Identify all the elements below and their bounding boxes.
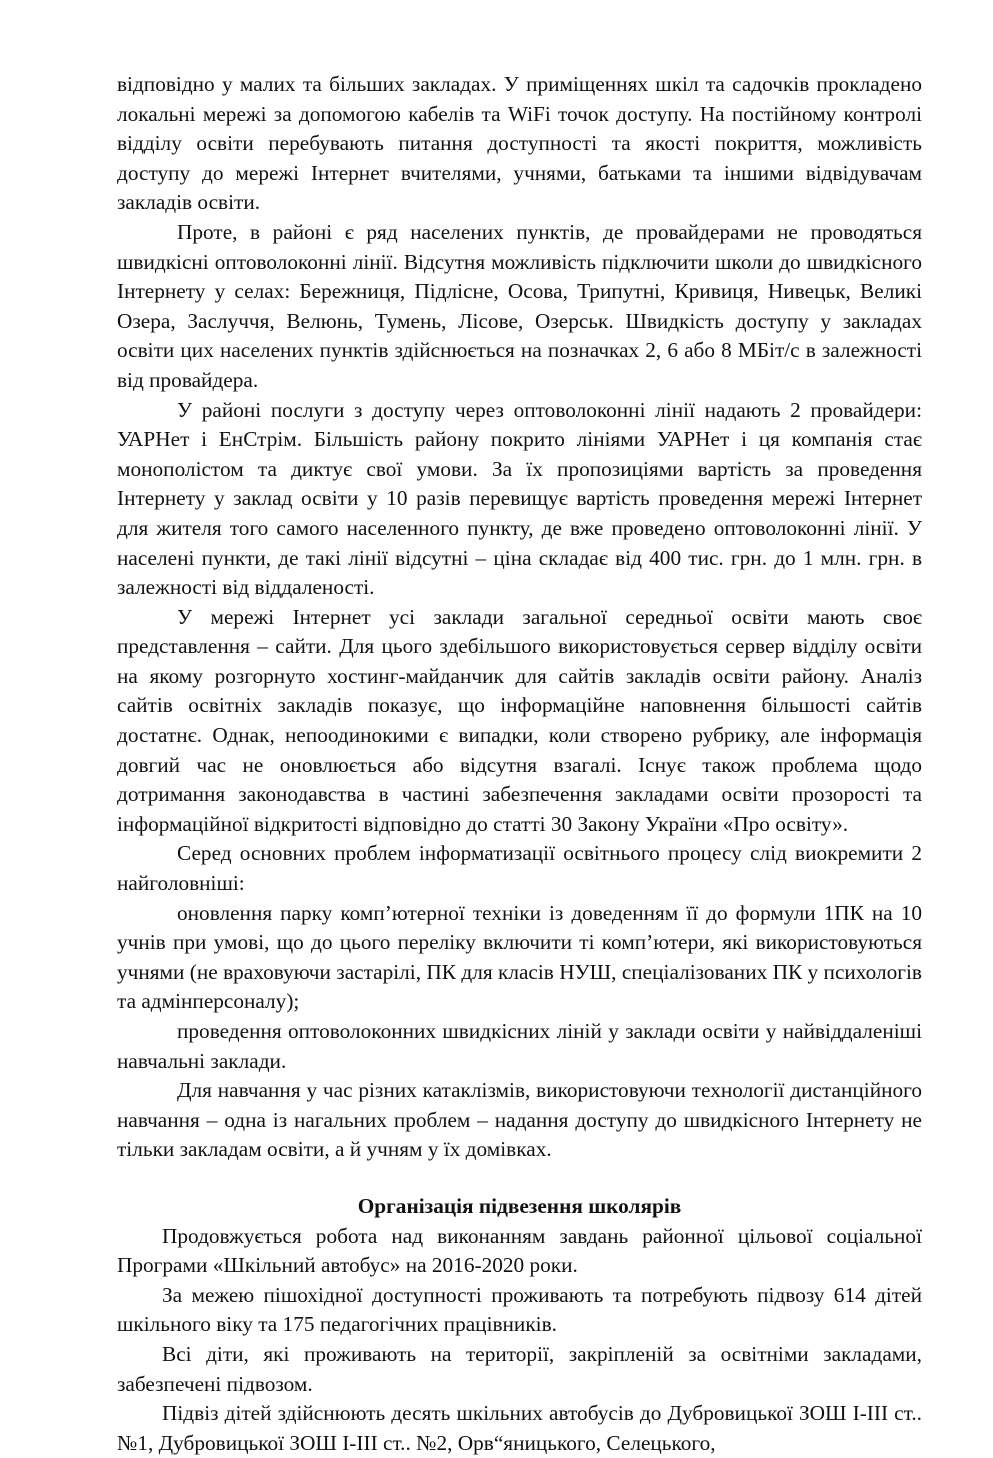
paragraph-all-children-transported: Всі діти, які проживають на території, закріпленій за освітніми закладами, забезпечені підвозом. [117,1341,922,1396]
paragraph-no-fiber-villages: Проте, в районі є ряд населених пунктів, де провайдерами не проводяться швидкісні оптоволоконні лінії. Відсутня можливість підключити школи до швидкісного Інтернету у селах: Бережниця, Підлісне, Осова, Трипутні, Кривиця, Нивецьк, Великі Озера, Заслуччя, Велюнь, Тумень, Лісове, Озерськ. Швидкість доступу у закладах освіти цих населених пунктів здійснюється на позначках 2, 6 або 8 МБіт/с в залежності від провайдера. [117,219,922,392]
paragraph-distance-learning: Для навчання у час різних катаклізмів, використовуючи технології дистанційного навчання – одна із нагальних проблем – надання доступу до швидкісного Інтернету не тільки закладам освіти, а й учням у їх домівках. [117,1078,922,1162]
paragraph-school-buses: Підвіз дітей здійснюють десять шкільних автобусів до Дубровицької ЗОШ І-ІІІ ст.. №1, Дубровицької ЗОШ І-ІІІ ст.. №2, Орв“яницького, Селецького, [117,1401,922,1455]
paragraph-problem-fiber: проведення оптоволоконних швидкісних ліній у заклади освіти у найвіддаленіші навчальні заклади. [117,1019,922,1073]
paragraph-main-problems: Серед основних проблем інформатизації освітнього процесу слід виокремити 2 найголовніші: [117,841,922,896]
paragraph-providers: У районі послуги з доступу через оптоволоконні лінії надають 2 провайдери: УАРНет і ЕнСтрім. Більшість району покрито лініями УАРНет і ця компанія стає монополістом та диктує свої умови. За їх пропозиціями вартість за проведення Інтернету у заклад освіти у 10 разів перевищує вартість проведення мережі Інтернет для жителя того самого населенного пункту, де вже проведено оптоволоконні лінії. У населені пункти, де такі лінії відсутні – ціна складає від 400 тис. грн. до 1 млн. грн. в залежності від віддаленості. [117,397,922,600]
paragraph-transport-needs: За межею пішохідної доступності проживають та потребують підвозу 614 дітей шкільного віку та 175 педагогічних працівників. [117,1282,922,1337]
paragraph-school-websites: У мережі Інтернет усі заклади загальної середньої освіти мають своє представлення – сайти. Для цього здебільшого використовується сервер відділу освіти на якому розгорнуто хостинг-майданчик для сайтів закладів освіти району. Аналіз сайтів освітніх закладів показує, що інформаційне наповнення більшості сайтів достатнє. Однак, непоодинокими є випадки, коли створено рубрику, але інформація довгий час не оновлюється або відсутня взагалі. Існує також проблема щодо дотримання законодавства в частині забезпечення закладами освіти прозорості та інформаційної відкритості відповідно до статті 30 Закону України «Про освіту». [117,604,922,836]
paragraph-problem-computers: оновлення парку комп’ютерної техніки із доведенням її до формули 1ПК на 10 учнів при умові, що до цього переліку включити ті комп’ютери, які використовуються учнями (не враховуючи застарілі, ПК для класів НУШ, спеціалізованих ПК у психологів та адмінперсоналу); [117,900,922,1014]
document-page [117,70,922,1458]
paragraph-school-bus-program: Продовжується робота над виконанням завдань районної цільової соціальної Програми «Шкільний автобус» на 2016-2020 роки. [117,1223,922,1278]
section-heading-school-transport: Організація підвезення школярів [357,1193,682,1218]
paragraph-internet-networks: відповідно у малих та більших закладах. У приміщеннях шкіл та садочків прокладено локальні мережі за допомогою кабелів та WiFi точок доступу. На постійному контролі відділу освіти перебувають питання доступності та якості покриття, можливість доступу до мережі Інтернет вчителями, учнями, батьками та іншими відвідувачам закладів освіти. [117,72,922,215]
